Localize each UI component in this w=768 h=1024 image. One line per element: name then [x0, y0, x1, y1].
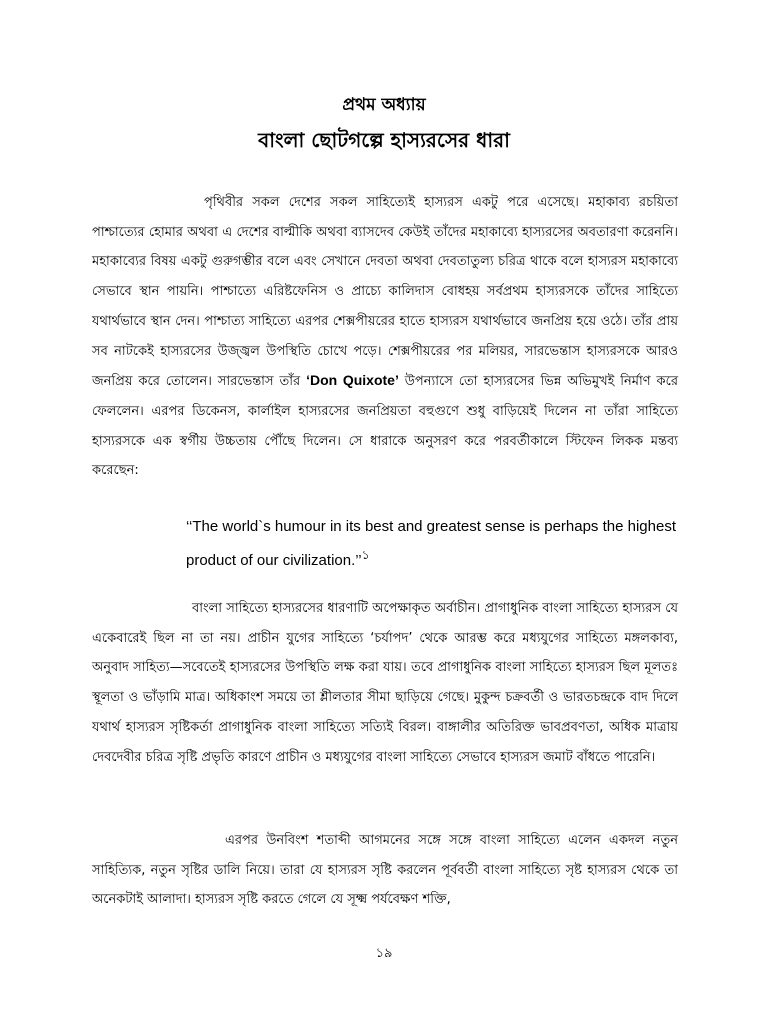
- paragraph-3-text: এরপর উনবিংশ শতাব্দী আগমনের সঙ্গে সঙ্গে বাংলা সাহিত্যে এলেন একদল নতুন সাহিত্যিক, নতুন সৃষ্টির ডালি নিয়ে। তারা যে হাস্যরস সৃষ্টি করলেন পূর্ববর্তী বাংলা সাহিত্যে সৃষ্ট হাস্যরস থেকে তা অনেকটাই আলাদা। হাস্যরস সৃষ্টি করতে গেলে যে সূক্ষ্ম পর্যবেক্ষণ শক্তি,: [92, 833, 678, 908]
- paragraph-2: [92, 594, 678, 772]
- paragraph-1: [92, 188, 678, 486]
- chapter-label: প্রথম অধ্যায়: [342, 95, 426, 115]
- page-number: ১৯: [375, 946, 393, 961]
- footnote-marker: ১: [361, 548, 370, 562]
- paragraph-1-text-before: পৃথিবীর সকল দেশের সকল সাহিত্যেই হাস্যরস একটু পরে এসেছে। মহাকাব্য রচয়িতা পাশ্চাত্যের হোমার অথবা এ দেশের বাল্মীকি অথবা ব্যাসদেব কেউই তাঁদের মহাকাব্যে হাস্যরসের অবতারণা করেননি। মহাকাব্যের বিষয় একটু গুরুগম্ভীর বলে এবং সেখানে দেবতা অথবা দেবতাতুল্য চরিত্র থাকে বলে হাস্যরস মহাকাব্যে সেভাবে স্থান পায়নি। পাশ্চাত্যে এরিষ্টফেনিস ও প্রাচ্যে কালিদাস বোধহয় সর্বপ্রথম হাস্যরসকে তাঁদের সাহিত্যে যথার্থভাবে স্থান দেন। পাশ্চাত্য সাহিত্যে এরপর শেক্সপীয়রের হাতে হাস্যরস যথার্থভাবে জনপ্রিয় হয়ে ওঠে। তাঁর প্রায় সব নাটকেই হাস্যরসের উজ্জ্বল উপস্থিতি চোখে পড়ে। শেক্সপীয়রের পর মলিয়র, সারভেন্তাস হাস্যরসকে আরও জনপ্রিয় করে তোলেন। সারভেন্তাস তাঁর: [92, 195, 678, 390]
- paragraph-1-text-after: উপন্যাসে তো হাস্যরসের ভিন্ন অভিমুখই নির্মাণ করে ফেললেন। এরপর ডিকেনস, কার্লাইল হাস্যরসের জনপ্রিয়তা বহুগুণে শুধু বাড়িয়েই দিলেন না তাঁরা সাহিত্যে হাস্যরসকে এক স্বর্গীয় উচ্চতায় পৌঁছে দিলেন। সে ধারাকে অনুসরণ করে পরবর্তীকালে স্টিফেন লিকক মন্তব্য করেছেন:: [92, 374, 679, 479]
- book-title: ‘Don Quixote’: [306, 372, 399, 389]
- block-quote: [186, 513, 678, 575]
- paragraph-3: [92, 826, 678, 915]
- quote-text: ‘‘The world`s humour in its best and greatest sense is perhaps the highest product of our civilization.’’: [186, 518, 676, 569]
- chapter-title: বাংলা ছোটগল্পে হাস্যরসের ধারা: [258, 128, 510, 152]
- paragraph-2-text: বাংলা সাহিত্যে হাস্যরসের ধারণাটি অপেক্ষাকৃত অর্বাচীন। প্রাগাধুনিক বাংলা সাহিত্যে হাস্যরস যে একেবারেই ছিল না তা নয়। প্রাচীন যুগের সাহিত্যে ‘চর্যাপদ’ থেকে আরম্ভ করে মধ্যযুগের সাহিত্যে মঙ্গলকাব্য, অনুবাদ সাহিত্য—সবেতেই হাস্যরসের উপস্থিতি লক্ষ করা যায়। তবে প্রাগাধুনিক বাংলা সাহিত্যে হাস্যরস ছিল মূলতঃ স্থূলতা ও ভাঁড়ামি মাত্র। অধিকাংশ সময়ে তা শ্লীলতার সীমা ছাড়িয়ে গেছে। মুকুন্দ চক্রবর্তী ও ভারতচন্দ্রকে বাদ দিলে যথার্থ হাস্যরস সৃষ্টিকর্তা প্রাগাধুনিক বাংলা সাহিত্যে সত্যিই বিরল। বাঙ্গালীর অতিরিক্ত ভাবপ্রবণতা, অধিক মাত্রায় দেবদেবীর চরিত্র সৃষ্টি প্রভৃতি কারণে প্রাচীন ও মধ্যযুগের বাংলা সাহিত্যে সেভাবে হাস্যরস জমাট বাঁধতে পারেনি।: [92, 601, 678, 765]
